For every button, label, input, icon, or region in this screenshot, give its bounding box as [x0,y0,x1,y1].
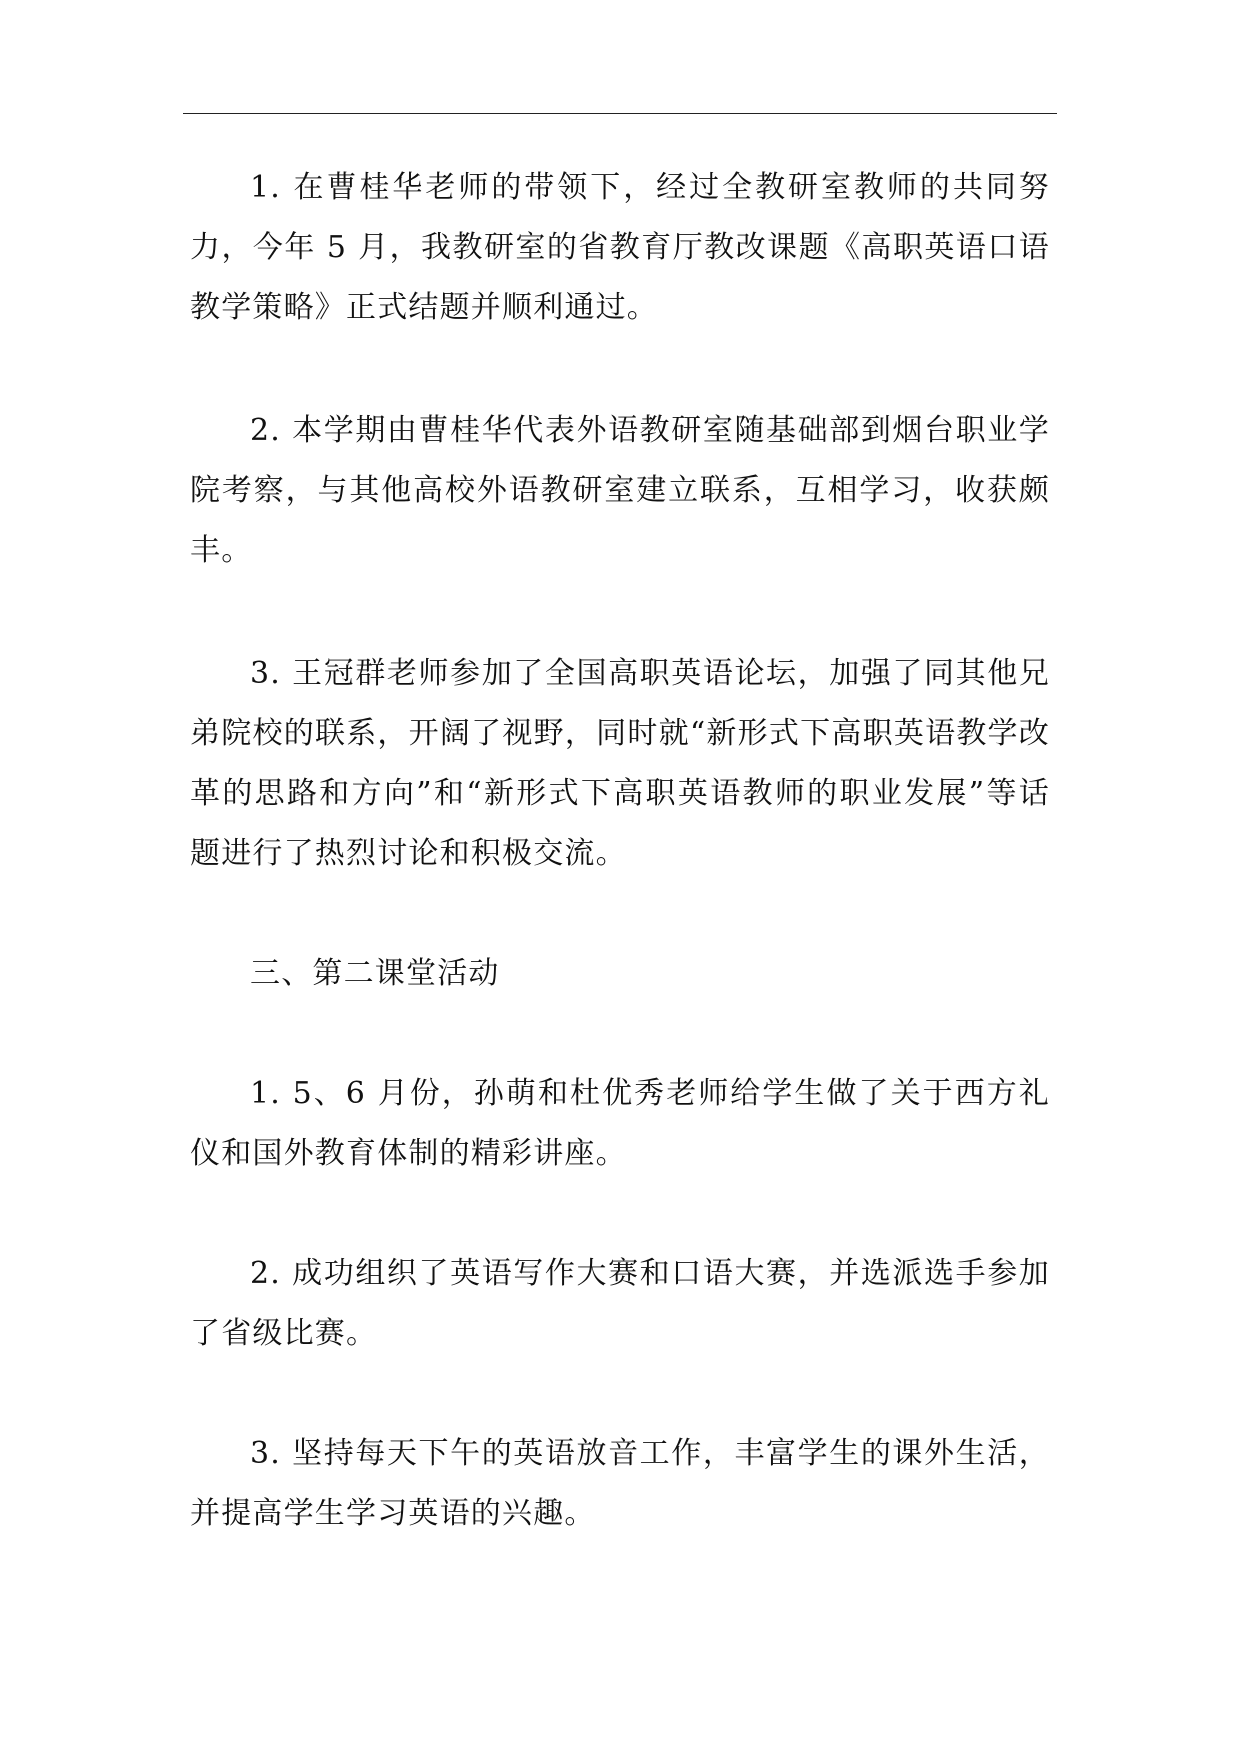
paragraph-gap [190,581,1050,644]
document-body [190,158,1050,1544]
paragraph-english-forum: 3. 王冠群老师参加了全国高职英语论坛，加强了同其他兄弟院校的联系，开阔了视野，同时就“新形式下高职英语教学改革的思路和方向”和“新形式下高职英语教师的职业发展”等话题进行了热烈讨论和积极交流。 [190,656,1050,871]
paragraph-gap [190,884,1050,944]
paragraph-competitions: 2. 成功组织了英语写作大赛和口语大赛，并选派选手参加了省级比赛。 [190,1256,1050,1351]
section-heading-second-classroom: 三、第二课堂活动 [250,956,500,991]
header-rule [183,113,1057,114]
paragraph-yantai-visit: 2. 本学期由曹桂华代表外语教研室随基础部到烟台职业学院考察，与其他高校外语教研室建立联系，互相学习，收获颇丰。 [190,413,1050,568]
paragraph-gap [190,338,1050,401]
paragraph-lectures: 1. 5、6 月份，孙萌和杜优秀老师给学生做了关于西方礼仪和国外教育体制的精彩讲座。 [190,1076,1050,1171]
paragraph-gap [190,1364,1050,1424]
paragraph-gap [190,1004,1050,1064]
paragraph-daily-broadcast: 3. 坚持每天下午的英语放音工作，丰富学生的课外生活，并提高学生学习英语的兴趣。 [190,1436,1050,1531]
paragraph-gap [190,1184,1050,1244]
paragraph-teaching-reform-project: 1. 在曹桂华老师的带领下，经过全教研室教师的共同努力，今年 5 月，我教研室的省教育厅教改课题《高职英语口语教学策略》正式结题并顺利通过。 [190,170,1050,325]
